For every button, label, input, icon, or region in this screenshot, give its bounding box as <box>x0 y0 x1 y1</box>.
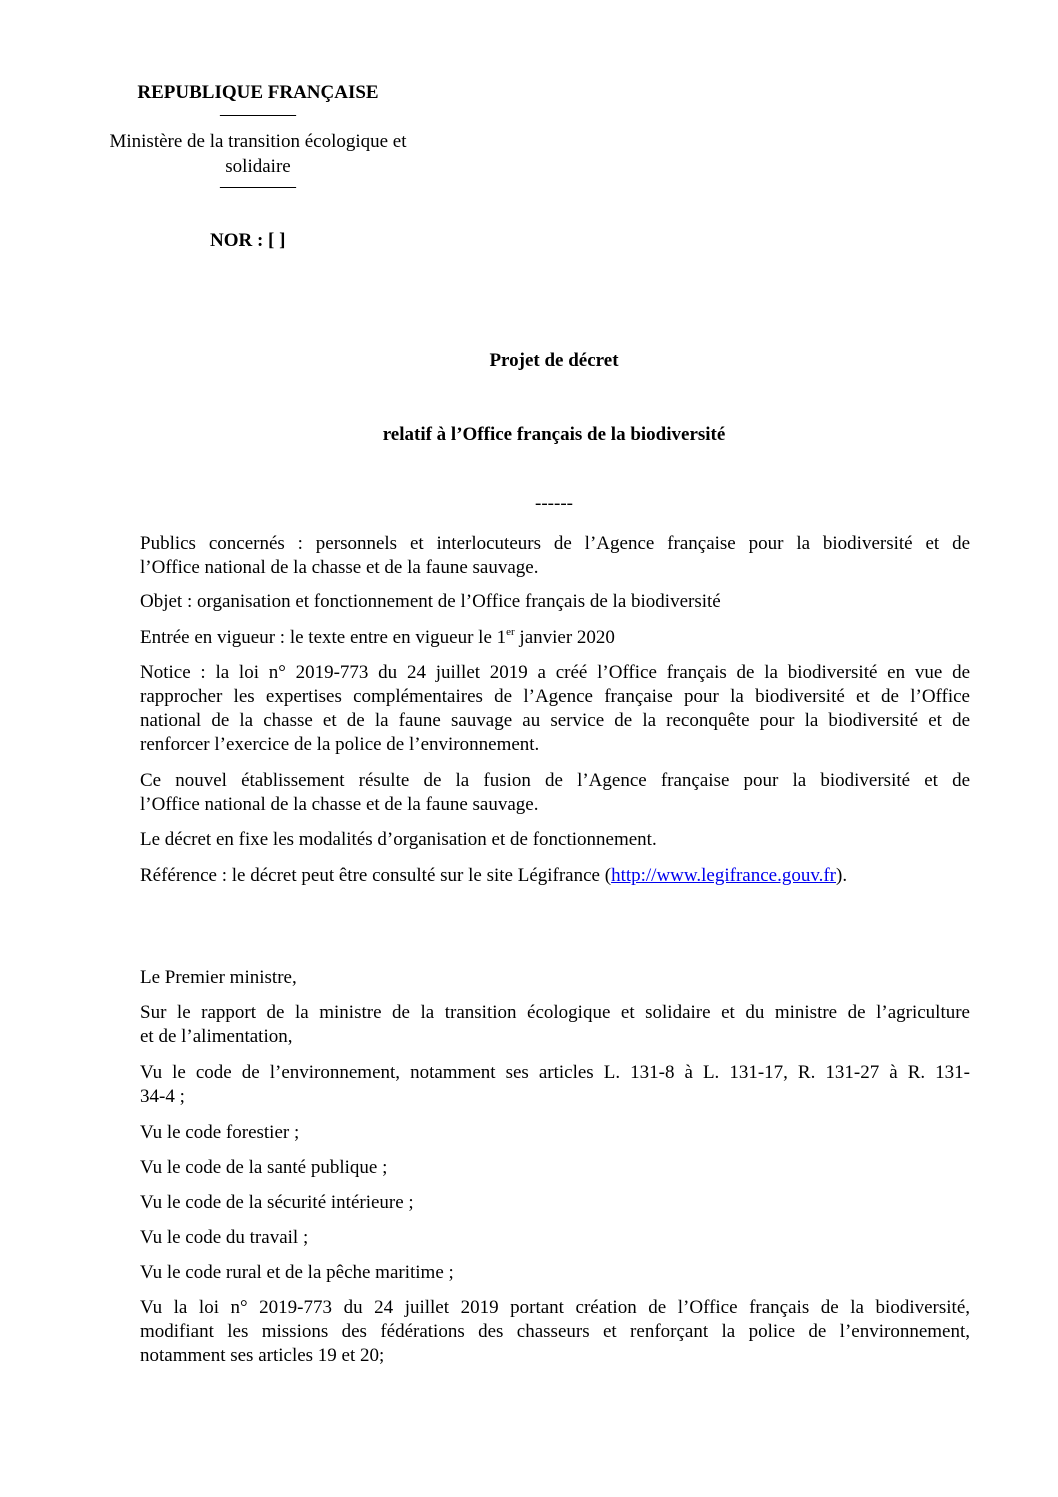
entree-en-vigueur-paragraph <box>140 626 970 650</box>
decret-fixe-text: Le décret en fixe les modalités d’organisation et de fonctionnement. <box>140 829 657 850</box>
rapport-line-2: et de l’alimentation, <box>140 1026 293 1047</box>
header-separator: ———— <box>220 104 296 125</box>
vu-travail-text: Vu le code du travail ; <box>140 1227 309 1248</box>
notice-line-4: renforcer l’exercice de la police de l’environnement. <box>140 734 540 755</box>
nouvel-etablissement-paragraph <box>140 769 970 817</box>
publics-concernes-paragraph <box>140 532 970 580</box>
vu-loi-line-2: modifiant les missions des fédérations des chasseurs et renforçant la police de l’environnement, <box>140 1321 970 1342</box>
legifrance-link[interactable]: http://www.legifrance.gouv.fr <box>611 865 837 886</box>
rapport-line-1: Sur le rapport de la ministre de la transition écologique et solidaire et du ministre de l’agriculture <box>140 1002 970 1023</box>
entree-superscript: er <box>506 626 515 638</box>
reference-suffix: ). <box>836 865 848 886</box>
title-separator: ------ <box>535 493 573 514</box>
document-title: Projet de décret <box>489 350 619 371</box>
vu-travail-paragraph <box>140 1226 970 1250</box>
entree-suffix: janvier 2020 <box>514 627 615 648</box>
vu-securite-text: Vu le code de la sécurité intérieure ; <box>140 1192 414 1213</box>
reference-paragraph <box>140 864 970 888</box>
notice-line-3: national de la chasse et de la faune sauvage au service de la reconquête pour la biodiversité et de <box>140 710 970 731</box>
decret-fixe-paragraph <box>140 828 970 852</box>
rapport-paragraph <box>140 1001 970 1049</box>
vu-sante-paragraph <box>140 1156 970 1180</box>
vu-securite-paragraph <box>140 1191 970 1215</box>
objet-text: Objet : organisation et fonctionnement de l’Office français de la biodiversité <box>140 591 721 612</box>
vu-forestier-text: Vu le code forestier ; <box>140 1122 300 1143</box>
vu-environnement-paragraph <box>140 1061 970 1109</box>
notice-line-1: Notice : la loi n° 2019-773 du 24 juillet 2019 a créé l’Office français de la biodiversité en vue de <box>140 662 970 683</box>
nouvel-line-2: l’Office national de la chasse et de la faune sauvage. <box>140 794 539 815</box>
vu-sante-text: Vu le code de la santé publique ; <box>140 1157 388 1178</box>
publics-line-1: Publics concernés : personnels et interlocuteurs de l’Agence française pour la biodiversité et de <box>140 533 970 554</box>
objet-paragraph <box>140 590 970 614</box>
nor-reference: NOR : [ ] <box>210 230 286 251</box>
document-subtitle: relatif à l’Office français de la biodiversité <box>382 424 726 445</box>
premier-ministre-text: Le Premier ministre, <box>140 967 297 988</box>
notice-paragraph <box>140 661 970 757</box>
reference-prefix: Référence : le décret peut être consulté sur le site Légifrance ( <box>140 865 612 886</box>
notice-line-2: rapprocher les expertises complémentaires de l’Agence française pour la biodiversité et de l’Office <box>140 686 970 707</box>
vu-rural-text: Vu le code rural et de la pêche maritime ; <box>140 1262 454 1283</box>
vu-env-line-1: Vu le code de l’environnement, notamment ses articles L. 131-8 à L. 131-17, R. 131-27 à R. 131- <box>140 1062 970 1083</box>
vu-env-line-2: 34-4 ; <box>140 1086 185 1107</box>
header-separator: ———— <box>220 176 296 197</box>
nouvel-line-1: Ce nouvel établissement résulte de la fusion de l’Agence française pour la biodiversité et de <box>140 770 970 791</box>
vu-loi-line-1: Vu la loi n° 2019-773 du 24 juillet 2019 portant création de l’Office français de la biodiversité, <box>140 1297 970 1318</box>
publics-line-2: l’Office national de la chasse et de la faune sauvage. <box>140 557 539 578</box>
premier-ministre-paragraph <box>140 966 970 990</box>
ministere-name-line2: solidaire <box>225 156 291 177</box>
republique-heading: REPUBLIQUE FRANÇAISE <box>137 82 379 103</box>
vu-forestier-paragraph <box>140 1121 970 1145</box>
vu-rural-paragraph <box>140 1261 970 1285</box>
vu-loi-line-3: notamment ses articles 19 et 20; <box>140 1345 385 1366</box>
ministere-name-line1: Ministère de la transition écologique et <box>109 131 407 152</box>
vu-loi-paragraph <box>140 1296 970 1368</box>
entree-prefix: Entrée en vigueur : le texte entre en vigueur le 1 <box>140 627 507 648</box>
